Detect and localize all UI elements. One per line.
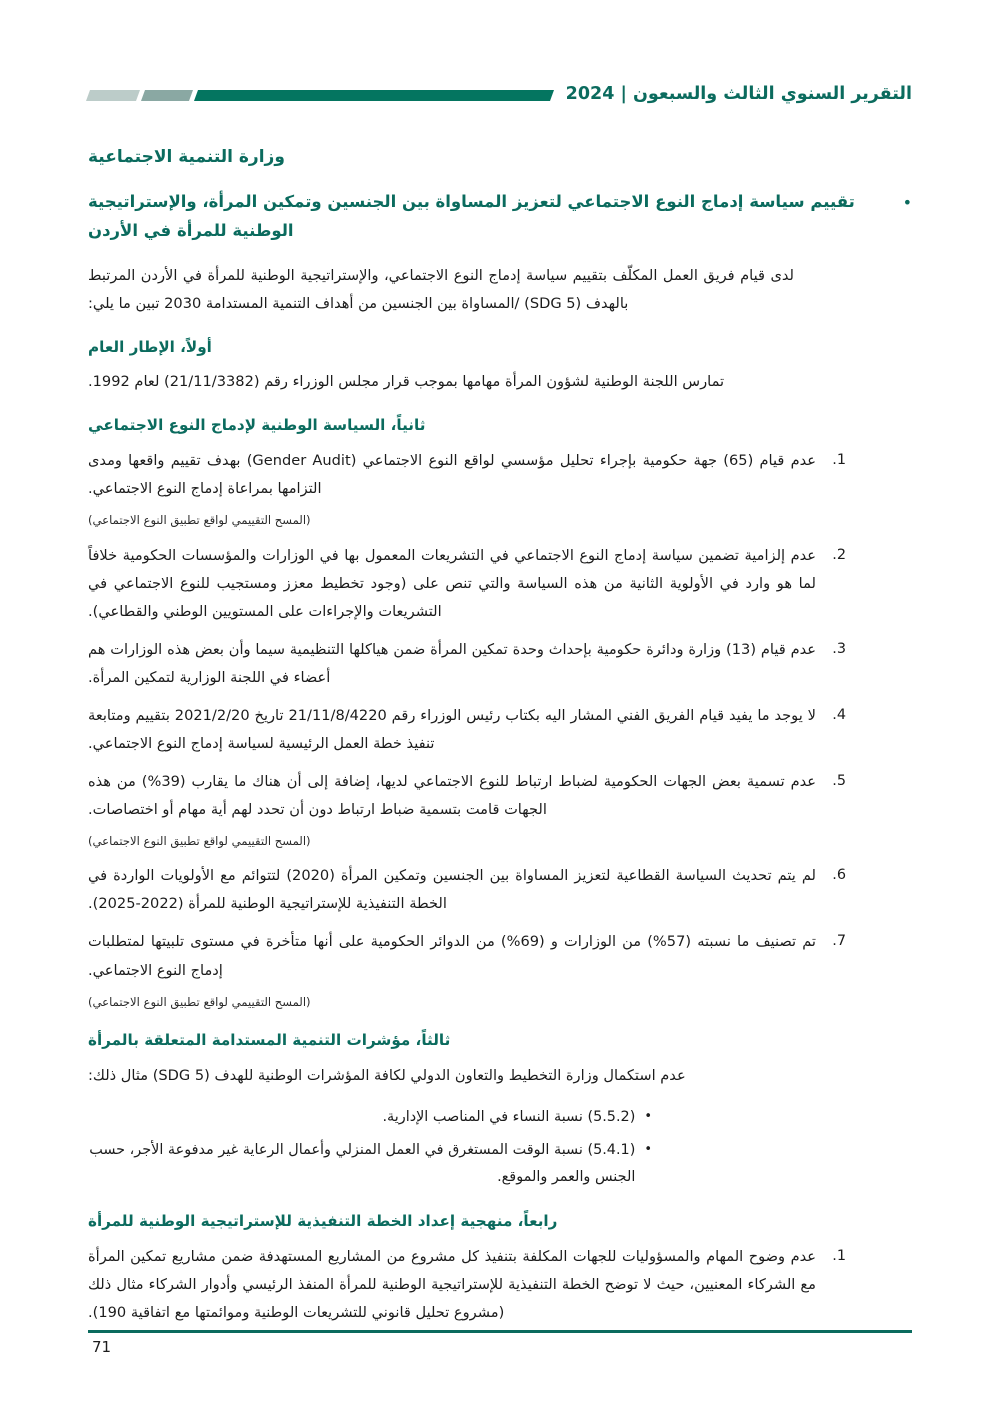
main-topic-bullet <box>88 188 912 246</box>
part-two-list <box>88 447 912 503</box>
list-item-text: عدم إلزامية تضمين سياسة إدماج النوع الاجتماعي في التشريعات المعمول بها في الوزارات والمؤسسات الحكومية خلافاً لما هو وارد في الأولوية الثانية من هذه السياسة والتي تنص على (وجود تخطيط معزز ومستجيب للنوع الاجتماعي في التشريعات والإجراءات على المستويين الوطني والقطاعي). <box>88 546 816 620</box>
part-two-list <box>88 542 912 824</box>
source-note: (المسح التقييمي لواقع تطبيق النوع الاجتماعي) <box>88 994 311 1009</box>
header-bar-light-icon <box>86 90 140 101</box>
main-topic-text: تقييم سياسة إدماج النوع الاجتماعي لتعزيز المساواة بين الجنسين وتمكين المرأة، والإستراتيجية الوطنية للمرأة في الأردن <box>88 191 855 240</box>
list-item <box>88 928 912 984</box>
report-header-title: التقرير السنوي الثالث والسبعون | 2024 <box>565 84 912 105</box>
bullet-dot-icon: • <box>902 192 912 212</box>
part-one-text: تمارس اللجنة الوطنية لشؤون المرأة مهامها بموجب قرار مجلس الوزراء رقم (21/11/3382) لعام 1992. <box>88 373 725 391</box>
list-item-text: عدم تسمية بعض الجهات الحكومية لضباط ارتباط للنوع الاجتماعي لديها، إضافة إلى أن هناك ما يقارب (39%) من هذه الجهات قامت بتسمية ضباط ارتباط دون أن تحدد لهم أية مهام أو اختصاصات. <box>88 772 816 818</box>
part-two-heading: ثانياً، السياسة الوطنية لإدماج النوع الاجتماعي <box>88 416 426 435</box>
part-one-heading: أولاً، الإطار العام <box>88 337 212 356</box>
page-number: 71 <box>92 1338 112 1356</box>
list-item-number: .7 <box>832 933 846 950</box>
list-item-text: عدم وضوح المهام والمسؤوليات للجهات المكلفة بتنفيذ كل مشروع من المشاريع المستهدفة ضمن مشاريع تمكين المرأة مع الشركاء المعنيين، حيث لا توضح الخطة التنفيذية للإستراتيجية الوطنية للمرأة المنفذ الرئيسي وأدوار الشركاء مثال ذلك (مشروع تحليل قانوني للتشريعات الوطنية وموائمتها مع اتفاقية 190). <box>88 1247 816 1321</box>
intro-paragraph: لدى قيام فريق العمل المكلّف بتقييم سياسة إدماج النوع الاجتماعي، والإستراتيجية الوطنية للمرأة في الأردن المرتبط بالهدف (SDG 5) /المساواة بين الجنسين من أهداف التنمية المستدامة 2030 تبين ما يلي: <box>88 266 794 312</box>
list-item-text: (5.5.2) نسبة النساء في المناصب الإدارية. <box>382 1108 636 1125</box>
bullet-dot-icon: • <box>644 1108 652 1124</box>
list-item-number: .1 <box>832 452 846 469</box>
header-bar-medium-icon <box>141 90 193 101</box>
list-item <box>88 447 912 503</box>
list-item-text: عدم قيام (65) جهة حكومية بإجراء تحليل مؤسسي لواقع النوع الاجتماعي (Gender Audit) بهدف تقييم واقعها ومدى التزامها بمراعاة إدماج النوع الاجتماعي. <box>88 452 816 498</box>
ministry-title: وزارة التنمية الاجتماعية <box>88 147 285 167</box>
header-bar-solid-icon <box>194 90 554 101</box>
bullet-dot-icon: • <box>644 1141 652 1157</box>
page-header <box>88 78 912 112</box>
source-note: (المسح التقييمي لواقع تطبيق النوع الاجتماعي) <box>88 513 311 528</box>
list-item-text: لم يتم تحديث السياسة القطاعية لتعزيز المساواة بين الجنسين وتمكين المرأة (2020) لتتوائم مع الأولويات الواردة في الخطة التنفيذية للإستراتيجية الوطنية للمرأة (2022-2025). <box>88 867 816 913</box>
list-item <box>88 702 912 758</box>
list-item-number: .6 <box>832 867 846 884</box>
list-item <box>88 1243 912 1327</box>
footer-divider <box>88 1330 912 1333</box>
list-item-number: .3 <box>832 640 846 657</box>
part-four-heading: رابعاً، منهجية إعداد الخطة التنفيذية للإستراتيجية الوطنية للمرأة <box>88 1211 558 1230</box>
list-item-number: .4 <box>832 706 846 723</box>
list-item <box>88 1137 912 1192</box>
list-item <box>88 862 912 918</box>
sdg-indicator-list <box>88 1104 912 1192</box>
list-item <box>88 542 912 626</box>
part-three-intro: عدم استكمال وزارة التخطيط والتعاون الدولي لكافة المؤشرات الوطنية للهدف (SDG 5) مثال ذلك: <box>88 1066 686 1084</box>
list-item-text: عدم قيام (13) وزارة ودائرة حكومية بإحداث وحدة تمكين المرأة ضمن هياكلها التنظيمية سيما وأن بعض هذه الوزارات هم أعضاء في اللجنة الوزارية لتمكين المرأة. <box>88 640 816 686</box>
list-item-number: .2 <box>832 546 846 563</box>
part-two-list <box>88 862 912 984</box>
part-four-list <box>88 1243 912 1327</box>
part-three-heading: ثالثاً، مؤشرات التنمية المستدامة المتعلقة بالمرأة <box>88 1031 451 1050</box>
page-content <box>88 140 912 1337</box>
header-decorative-bars <box>88 90 552 101</box>
list-item <box>88 768 912 824</box>
list-item <box>88 1104 912 1132</box>
list-item-text: لا يوجد ما يفيد قيام الفريق الفني المشار اليه بكتاب رئيس الوزراء رقم 21/11/8/4220 تاريخ 2021/2/20 بتقييم ومتابعة تنفيذ خطة العمل الرئيسية لسياسة إدماج النوع الاجتماعي. <box>88 706 816 752</box>
list-item-text: تم تصنيف ما نسبته (57%) من الوزارات و (69%) من الدوائر الحكومية على أنها متأخرة في مستوى تلبيتها لمتطلبات إدماج النوع الاجتماعي. <box>88 933 816 979</box>
list-item-number: .5 <box>832 772 846 789</box>
list-item-number: .1 <box>832 1247 846 1264</box>
list-item <box>88 636 912 692</box>
source-note: (المسح التقييمي لواقع تطبيق النوع الاجتماعي) <box>88 833 311 848</box>
list-item-text: (5.4.1) نسبة الوقت المستغرق في العمل المنزلي وأعمال الرعاية غير مدفوعة الأجر، حسب الجنس والعمر والموقع. <box>89 1141 636 1186</box>
